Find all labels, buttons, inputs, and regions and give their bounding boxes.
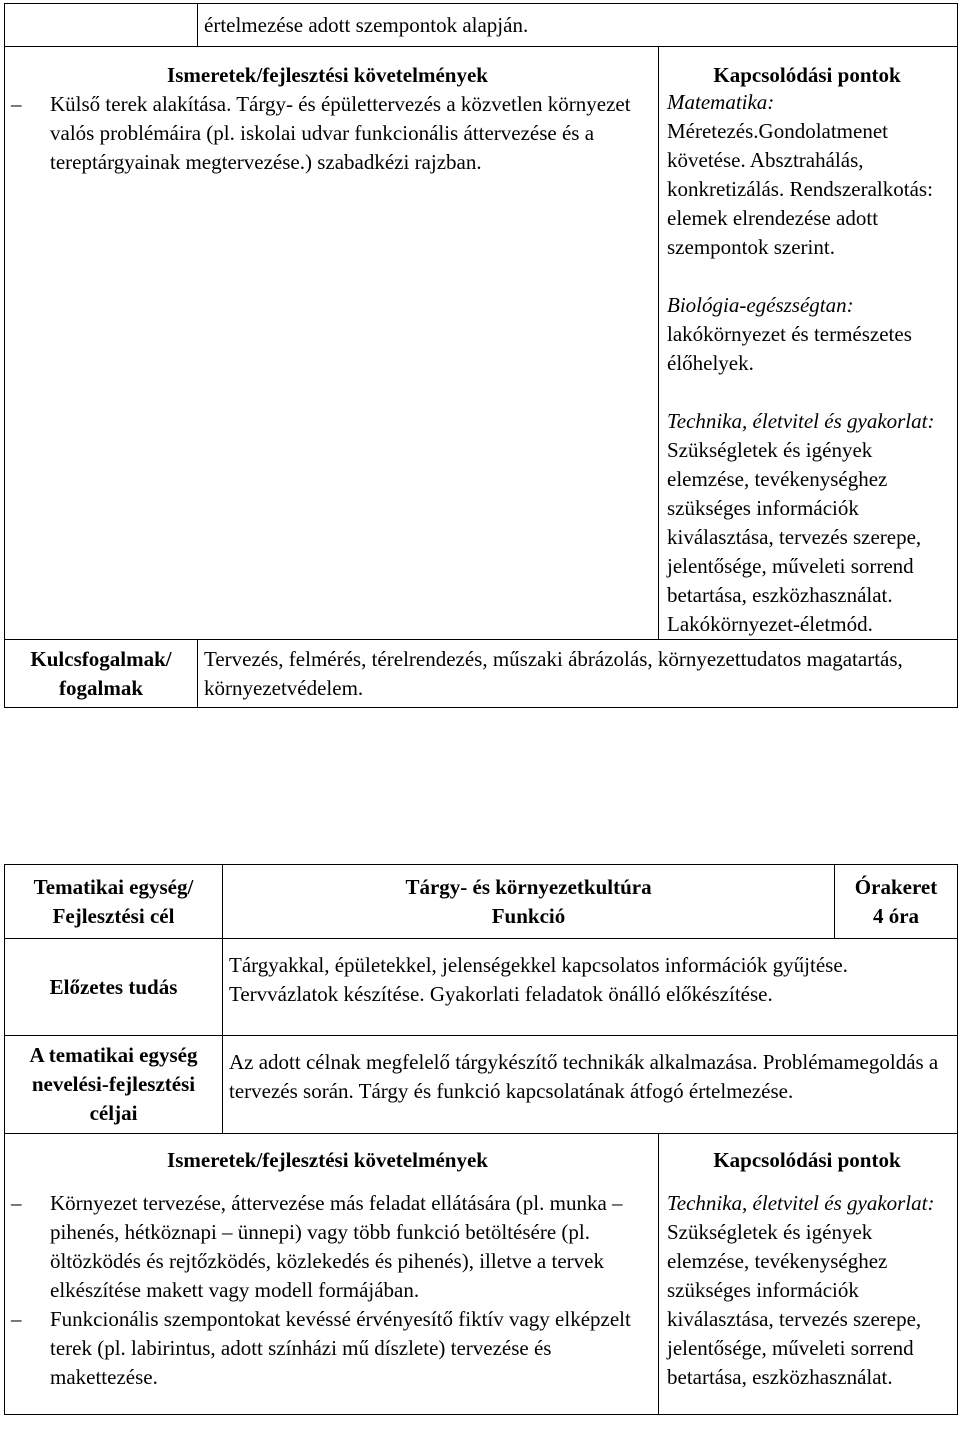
- unit-title-cell: [223, 865, 835, 939]
- connections-header: Kapcsolódási pontok: [713, 1148, 901, 1172]
- unit-label: Tematikai egység/ Fejlesztési cél: [5, 865, 223, 939]
- curriculum-table-1: [4, 3, 958, 708]
- connection-text: Szükségletek és igények elemzése, tevékenységhez szükséges információk kiválasztása, tervezés szerepe, jelentősége, műveleti sorrend betartása, eszközhasználat. Lakókörnyezet-életmód.: [667, 438, 922, 636]
- hours-label: Órakeret: [854, 874, 938, 899]
- hours-value: 4 óra: [872, 903, 920, 928]
- curriculum-table-2: [4, 864, 958, 1415]
- connection-block: [667, 88, 947, 262]
- requirements-header: Ismeretek/fejlesztési követelmények: [167, 63, 488, 87]
- intro-text: értelmezése adott szempontok alapján.: [198, 4, 958, 47]
- keywords-text: Tervezés, felmérés, térelrendezés, műszaki ábrázolás, környezettudatos magatartás, környezetvédelem.: [198, 640, 958, 708]
- prior-knowledge-text: Tárgyakkal, épületekkel, jelenségekkel kapcsolatos információk gyűjtése. Tervvázlatok készítése. Gyakorlati feladatok önálló előkészítése.: [223, 939, 958, 1036]
- empty-cell: [5, 4, 198, 47]
- connection-block: [667, 407, 947, 639]
- connection-subject: Matematika:: [667, 90, 775, 114]
- requirements-list: [5, 90, 650, 177]
- connection-text: Méretezés.Gondolatmenet követése. Absztrahálás, konkretizálás. Rendszeralkotás: elemek elrendezése adott szempontok szerint.: [667, 119, 933, 259]
- requirement-item: – Külső terek alakítása. Tárgy- és épülettervezés a közvetlen környezet valós problémáira (pl. iskolai udvar funkcionális áttervezése és a tereptárgyainak megtervezése.) szabadkézi rajzban.: [5, 90, 650, 177]
- connections-cell: [659, 1134, 958, 1415]
- requirements-list: [5, 1189, 650, 1392]
- goals-label: A tematikai egység nevelési-fejlesztési céljai: [5, 1036, 223, 1134]
- connection-block: [667, 1189, 947, 1392]
- requirement-item: – Funkcionális szempontokat kevéssé érvényesítő fiktív vagy elképzelt terek (pl. labirintus, adott színházi mű díszlete) tervezése és makettezése.: [5, 1305, 650, 1392]
- unit-title: Tárgy- és környezetkultúra: [405, 874, 652, 899]
- connections-cell: [659, 47, 958, 640]
- prior-knowledge-label: Előzetes tudás: [5, 939, 223, 1036]
- goals-text: Az adott célnak megfelelő tárgykészítő technikák alkalmazása. Problémamegoldás a tervezés során. Tárgy és funkció kapcsolatának átfogó értelmezése.: [223, 1036, 958, 1134]
- requirements-cell: [5, 47, 659, 640]
- keywords-label: Kulcsfogalmak/ fogalmak: [5, 640, 198, 708]
- connection-subject: Technika, életvitel és gyakorlat:: [667, 1191, 935, 1215]
- connection-text: lakókörnyezet és természetes élőhelyek.: [667, 322, 912, 375]
- requirements-cell: [5, 1134, 659, 1415]
- connection-subject: Technika, életvitel és gyakorlat:: [667, 409, 935, 433]
- connection-text: Szükségletek és igények elemzése, tevékenységhez szükséges információk kiválasztása, tervezés szerepe, jelentősége, műveleti sorrend betartása, eszközhasználat.: [667, 1220, 922, 1389]
- hours-cell: [835, 865, 958, 939]
- unit-subtitle: Funkció: [491, 903, 566, 928]
- requirements-header: Ismeretek/fejlesztési követelmények: [167, 1148, 488, 1172]
- connection-subject: Biológia-egészségtan:: [667, 293, 854, 317]
- connections-header: Kapcsolódási pontok: [713, 63, 901, 87]
- connection-block: [667, 291, 947, 378]
- requirement-item: – Környezet tervezése, áttervezése más feladat ellátására (pl. munka – pihenés, hétköznapi – ünnepi) vagy több funkció betöltésére (pl. öltözködés és rejtőzködés, közlekedés és pihenés), illetve a tervek elkészítése makett vagy modell formájában.: [5, 1189, 650, 1305]
